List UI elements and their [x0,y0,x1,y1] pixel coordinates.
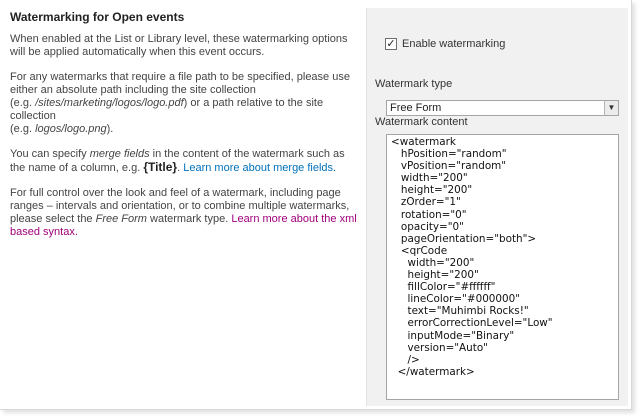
code-line: text="Muhimbi Rocks!" [391,305,529,318]
merge-text-mid: in the content of the watermark such as the name of a column, e.g. [10,148,345,174]
merge-fields-term: merge fields [89,148,150,160]
code-line: inputMode="Binary" [391,329,515,342]
enable-watermarking-checkbox[interactable]: ✓ [386,37,396,50]
code-line: fillColor="#ffffff" [391,281,496,294]
code-line: zOrder="1" [391,196,461,209]
code-line: <watermark [391,136,456,148]
section-title: Watermarking for Open events [10,10,185,24]
code-line: lineColor="#000000" [391,293,521,306]
merge-fields-link[interactable]: Learn more about merge fields. [183,162,337,174]
file-path-text: For any watermarks that require a file path to be specified, please use either an absolute path including the site collection [10,71,350,96]
example-prefix: (e.g. [10,97,36,109]
code-line: width="200" [391,172,468,185]
absolute-path-example: /sites/marketing/logos/logo.pdf [35,97,184,109]
enable-watermarking-row[interactable] [385,38,505,50]
merge-text-start: You can specify [10,148,90,160]
watermark-type-label: Watermark type [375,78,453,90]
code-line: /> [391,353,420,366]
code-line: hPosition="random" [391,148,507,161]
free-form-paragraph [10,187,360,239]
settings-panel [366,8,628,406]
merge-text-after: . [177,162,184,174]
code-line: errorCorrectionLevel="Low" [391,317,553,330]
code-line: version="Auto" [391,341,488,354]
merge-fields-paragraph [10,148,360,175]
code-line: <qrCode [391,244,448,257]
code-line: pageOrientation="both"> [391,232,537,245]
free-form-text-mid: watermark type. [146,213,232,225]
example-prefix: (e.g. [10,123,36,135]
code-line: vPosition="random" [391,160,507,173]
code-line: rotation="0" [391,208,467,221]
title-field-example: {Title} [143,160,178,174]
code-line: height="200" [391,184,473,197]
watermark-type-value: Free Form [390,102,442,114]
xml-syntax-link[interactable]: Learn more about the xml based syntax. [10,213,357,238]
code-line: height="200" [391,269,479,282]
code-line: opacity="0" [391,220,464,233]
file-path-paragraph [10,71,360,136]
enable-watermarking-label: Enable watermarking [402,38,506,50]
code-line: width="200" [391,256,475,269]
example-suffix: ) or a path relative to the site collection [10,97,324,122]
watermark-content-code [391,136,553,378]
free-form-term: Free Form [95,213,147,225]
chevron-down-icon[interactable]: ▼ [604,101,618,115]
example-suffix: ). [106,123,114,135]
code-line: </watermark> [391,365,475,378]
free-form-text: For full control over the look and feel of a watermark, including page ranges – intervals and orientation, or to combine multiple watermarks, please select the [10,187,350,225]
watermark-content-label: Watermark content [375,116,468,128]
watermark-type-select[interactable] [386,100,619,116]
intro-paragraph: When enabled at the List or Library level, these watermarking options will be applied automatically when this event occurs. [10,33,348,58]
description-column [10,10,360,251]
relative-path-example: logos/logo.png [35,123,107,135]
watermark-content-textarea[interactable] [386,134,619,400]
